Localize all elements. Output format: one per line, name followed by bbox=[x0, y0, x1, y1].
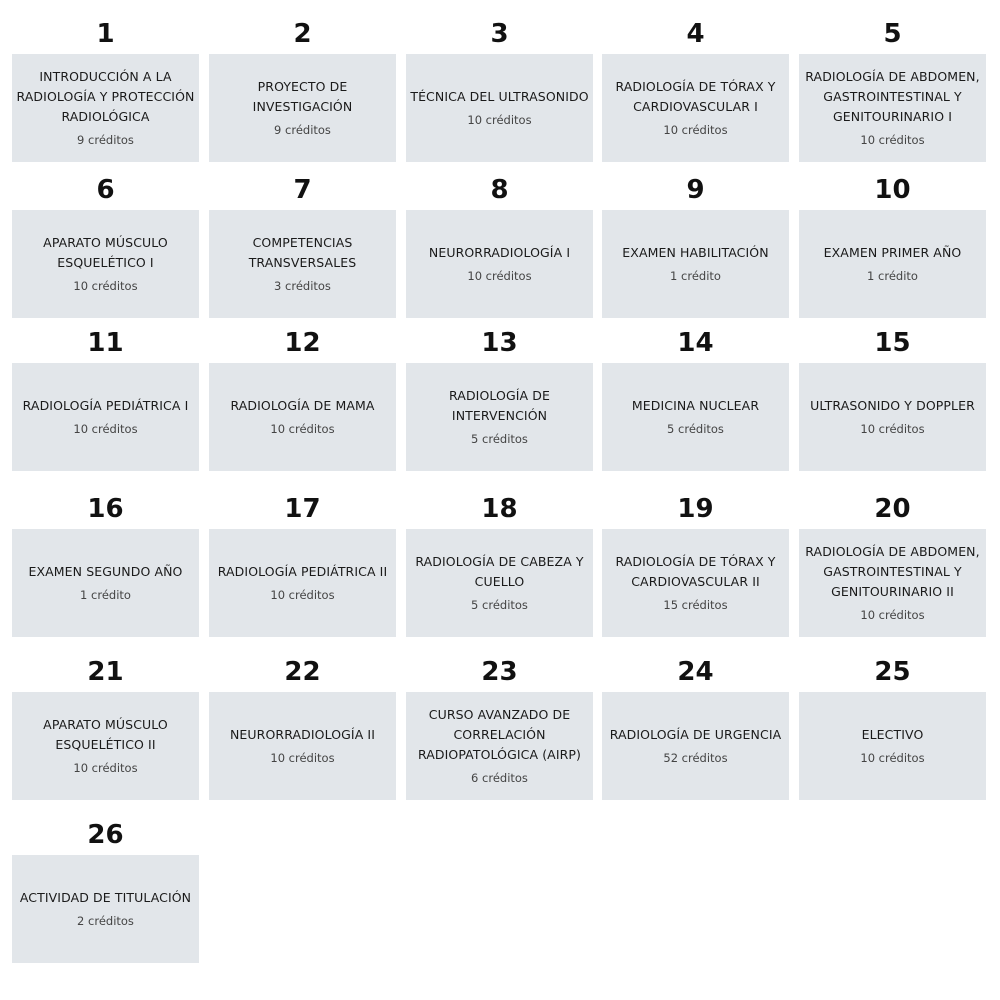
course-card bbox=[12, 529, 199, 637]
course-credits: 10 créditos bbox=[270, 751, 335, 765]
course-number: 8 bbox=[490, 175, 509, 205]
course-card bbox=[12, 54, 199, 162]
course-number: 4 bbox=[686, 19, 705, 49]
course-title: APARATO MÚSCULO ESQUELÉTICO II bbox=[43, 717, 168, 752]
course-number: 23 bbox=[481, 657, 518, 687]
course-title: EXAMEN PRIMER AÑO bbox=[823, 245, 962, 260]
course-title: RADIOLOGÍA DE ABDOMEN, GASTROINTESTINAL Y GENITOURINARIO II bbox=[805, 544, 980, 599]
course-number: 5 bbox=[883, 19, 902, 49]
course-title: ELECTIVO bbox=[861, 727, 924, 742]
course-title: EXAMEN SEGUNDO AÑO bbox=[28, 564, 183, 579]
course-card bbox=[406, 692, 593, 800]
course-title: NEURORRADIOLOGÍA I bbox=[428, 245, 571, 260]
course-number: 17 bbox=[284, 494, 321, 524]
course-number: 25 bbox=[874, 657, 911, 687]
course-credits: 10 créditos bbox=[860, 133, 925, 147]
course-credits: 10 créditos bbox=[663, 123, 728, 137]
course-card bbox=[12, 363, 199, 471]
course-card bbox=[602, 529, 789, 637]
course-card bbox=[799, 529, 986, 637]
course-number: 13 bbox=[481, 328, 518, 358]
course-title: ULTRASONIDO Y DOPPLER bbox=[810, 398, 975, 413]
course-number: 3 bbox=[490, 19, 509, 49]
course-number: 15 bbox=[874, 328, 911, 358]
course-number: 22 bbox=[284, 657, 321, 687]
course-card bbox=[799, 363, 986, 471]
course-title: RADIOLOGÍA DE TÓRAX Y CARDIOVASCULAR I bbox=[615, 79, 776, 114]
course-credits: 10 créditos bbox=[467, 269, 532, 283]
course-title: RADIOLOGÍA PEDIÁTRICA I bbox=[22, 398, 189, 413]
course-credits: 1 crédito bbox=[80, 588, 131, 602]
course-card bbox=[602, 363, 789, 471]
course-number: 26 bbox=[87, 820, 124, 850]
course-card bbox=[799, 692, 986, 800]
course-card bbox=[406, 363, 593, 471]
course-title: COMPETENCIAS TRANSVERSALES bbox=[248, 235, 357, 270]
course-card bbox=[602, 210, 789, 318]
course-credits: 1 crédito bbox=[867, 269, 918, 283]
course-number: 2 bbox=[293, 19, 312, 49]
course-credits: 10 créditos bbox=[467, 113, 532, 127]
course-number: 1 bbox=[96, 19, 115, 49]
course-number: 7 bbox=[293, 175, 312, 205]
course-credits: 9 créditos bbox=[274, 123, 331, 137]
course-number: 18 bbox=[481, 494, 518, 524]
course-title: PROYECTO DE INVESTIGACIÓN bbox=[252, 79, 353, 114]
course-number: 6 bbox=[96, 175, 115, 205]
course-credits: 1 crédito bbox=[670, 269, 721, 283]
course-card bbox=[406, 529, 593, 637]
course-credits: 10 créditos bbox=[270, 588, 335, 602]
course-number: 20 bbox=[874, 494, 911, 524]
course-credits: 9 créditos bbox=[77, 133, 134, 147]
course-title: CURSO AVANZADO DE CORRELACIÓN RADIOPATOLÓGICA (AIRP) bbox=[417, 707, 582, 762]
course-number: 24 bbox=[677, 657, 714, 687]
course-title: RADIOLOGÍA DE CABEZA Y CUELLO bbox=[415, 554, 584, 589]
course-title: MEDICINA NUCLEAR bbox=[631, 398, 760, 413]
course-number: 14 bbox=[677, 328, 714, 358]
course-card bbox=[602, 692, 789, 800]
course-card bbox=[209, 363, 396, 471]
course-card bbox=[12, 210, 199, 318]
course-card bbox=[799, 210, 986, 318]
course-number: 16 bbox=[87, 494, 124, 524]
course-credits: 10 créditos bbox=[73, 422, 138, 436]
course-credits: 10 créditos bbox=[270, 422, 335, 436]
course-card bbox=[406, 210, 593, 318]
course-credits: 5 créditos bbox=[471, 432, 528, 446]
course-credits: 2 créditos bbox=[77, 914, 134, 928]
course-card bbox=[209, 529, 396, 637]
course-number: 9 bbox=[686, 175, 705, 205]
course-card bbox=[209, 54, 396, 162]
course-card bbox=[209, 210, 396, 318]
course-card bbox=[12, 855, 199, 963]
course-card bbox=[602, 54, 789, 162]
course-number: 11 bbox=[87, 328, 124, 358]
course-card bbox=[799, 54, 986, 162]
course-card bbox=[406, 54, 593, 162]
course-credits: 10 créditos bbox=[73, 761, 138, 775]
course-title: APARATO MÚSCULO ESQUELÉTICO I bbox=[43, 235, 168, 270]
course-card bbox=[12, 692, 199, 800]
course-number: 12 bbox=[284, 328, 321, 358]
course-credits: 10 créditos bbox=[860, 608, 925, 622]
course-title: EXAMEN HABILITACIÓN bbox=[622, 245, 769, 260]
course-title: RADIOLOGÍA DE MAMA bbox=[230, 398, 375, 413]
course-title: RADIOLOGÍA PEDIÁTRICA II bbox=[217, 564, 388, 579]
course-title: ACTIVIDAD DE TITULACIÓN bbox=[19, 890, 192, 905]
course-credits: 5 créditos bbox=[471, 598, 528, 612]
course-credits: 10 créditos bbox=[860, 422, 925, 436]
course-credits: 6 créditos bbox=[471, 771, 528, 785]
course-title: TÉCNICA DEL ULTRASONIDO bbox=[410, 89, 589, 104]
course-credits: 10 créditos bbox=[73, 279, 138, 293]
course-card bbox=[209, 692, 396, 800]
course-number: 19 bbox=[677, 494, 714, 524]
course-title: RADIOLOGÍA DE ABDOMEN, GASTROINTESTINAL Y GENITOURINARIO I bbox=[805, 69, 980, 124]
course-title: RADIOLOGÍA DE INTERVENCIÓN bbox=[449, 388, 550, 423]
course-credits: 5 créditos bbox=[667, 422, 724, 436]
course-credits: 3 créditos bbox=[274, 279, 331, 293]
course-credits: 52 créditos bbox=[663, 751, 728, 765]
course-credits: 10 créditos bbox=[860, 751, 925, 765]
course-title: RADIOLOGÍA DE URGENCIA bbox=[609, 727, 782, 742]
course-title: RADIOLOGÍA DE TÓRAX Y CARDIOVASCULAR II bbox=[615, 554, 776, 589]
course-number: 10 bbox=[874, 175, 911, 205]
course-number: 21 bbox=[87, 657, 124, 687]
course-credits: 15 créditos bbox=[663, 598, 728, 612]
course-title: NEURORRADIOLOGÍA II bbox=[229, 727, 375, 742]
course-title: INTRODUCCIÓN A LA RADIOLOGÍA Y PROTECCIÓN RADIOLÓGICA bbox=[16, 69, 195, 124]
